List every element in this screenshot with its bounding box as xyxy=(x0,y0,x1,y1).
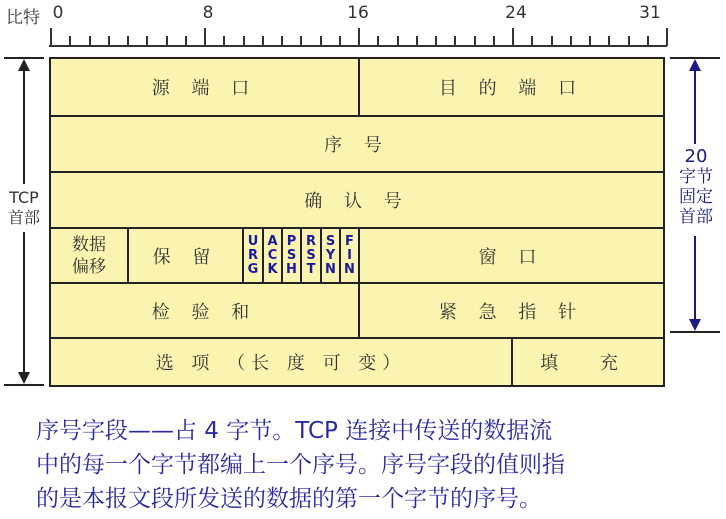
ruler-tick xyxy=(551,36,553,46)
ruler-tick xyxy=(204,28,206,46)
destination-port-field: 目 的 端 口 xyxy=(358,59,663,115)
row-checksum xyxy=(51,282,663,337)
ruler-tick xyxy=(531,36,533,46)
urg-flag: U R G xyxy=(242,229,262,282)
row-ports xyxy=(51,59,663,115)
caption-line-3: 的是本报文段所发送的数据的第一个字节的序号。 xyxy=(36,486,542,512)
data-offset-field: 数据 偏移 xyxy=(72,234,106,277)
ruler-tick xyxy=(89,36,91,46)
right-bracket-bottom xyxy=(670,331,720,333)
syn-flag: S Y N xyxy=(320,229,339,282)
checksum-field: 检 验 和 xyxy=(151,301,258,323)
source-port-field: 源 端 口 xyxy=(151,78,258,99)
ruler-tick xyxy=(628,36,630,46)
row-options xyxy=(51,337,663,385)
ruler-tick xyxy=(589,36,591,46)
ruler-tick xyxy=(358,28,360,46)
right-arrow-line-bottom xyxy=(694,236,696,320)
row-ack xyxy=(51,171,663,227)
row-flags xyxy=(51,227,663,282)
bit-label-16: 16 xyxy=(347,3,369,23)
tcp-header-label: TCP 首部 xyxy=(7,188,40,227)
ruler-tick xyxy=(127,36,129,46)
tcp-header-table xyxy=(49,57,665,387)
ruler-tick xyxy=(339,36,341,46)
ruler-tick xyxy=(166,36,168,46)
rst-flag: R S T xyxy=(300,229,320,282)
urgent-pointer-field: 紧 急 指 针 xyxy=(358,284,663,337)
ruler-tick xyxy=(146,36,148,46)
ruler-tick xyxy=(320,36,322,46)
ruler-tick xyxy=(185,36,187,46)
bit-label-31: 31 xyxy=(639,3,661,23)
options-field: 选 项 （长 度 可 变） xyxy=(155,353,407,374)
left-bracket-bottom xyxy=(4,384,44,386)
fin-flag: F I N xyxy=(339,229,358,282)
ruler-tick xyxy=(108,36,110,46)
sequence-number-caption xyxy=(36,414,716,516)
psh-flag: P S H xyxy=(281,229,300,282)
ruler-tick xyxy=(262,36,264,46)
row-sequence xyxy=(51,115,663,171)
reserved-field: 保 留 xyxy=(127,229,242,282)
right-arrow-down-icon xyxy=(689,319,701,331)
ack-number-field: 确 认 号 xyxy=(304,191,410,212)
bit-label-8: 8 xyxy=(202,3,214,23)
ruler-tick xyxy=(69,36,71,46)
ruler-tick xyxy=(474,36,476,46)
ruler-tick xyxy=(666,28,668,46)
ruler-tick xyxy=(397,36,399,46)
right-arrow-line-top xyxy=(694,70,696,144)
left-arrow-line-bottom xyxy=(23,232,25,372)
caption-line-2: 中的每一个字节都编上一个序号。序号字段的值则指 xyxy=(36,452,565,478)
sequence-number-field: 序 号 xyxy=(324,135,390,156)
ruler-tick xyxy=(570,36,572,46)
bit-label-0: 0 xyxy=(52,3,64,23)
ruler-tick xyxy=(50,28,52,46)
ruler-tick xyxy=(493,36,495,46)
ack-flag: A C K xyxy=(262,229,281,282)
ruler-tick xyxy=(435,36,437,46)
ruler-tick xyxy=(300,36,302,46)
ruler-tick xyxy=(243,36,245,46)
bit-ruler-title: 比特 xyxy=(6,8,40,28)
window-field: 窗 口 xyxy=(358,229,663,282)
left-arrow-down-icon xyxy=(18,372,30,384)
ruler-tick xyxy=(223,36,225,46)
bit-label-24: 24 xyxy=(505,3,527,23)
left-arrow-line-top xyxy=(23,70,25,184)
ruler-tick xyxy=(377,36,379,46)
ruler-tick xyxy=(281,36,283,46)
ruler-tick xyxy=(454,36,456,46)
ruler-tick xyxy=(647,36,649,46)
ruler-tick xyxy=(608,36,610,46)
ruler-tick xyxy=(512,28,514,46)
caption-line-1: 序号字段——占 4 字节。TCP 连接中传送的数据流 xyxy=(36,418,553,444)
fixed-header-label: 20 字节 固定 首部 xyxy=(679,146,713,227)
padding-field: 填 充 xyxy=(511,339,663,385)
ruler-tick xyxy=(416,36,418,46)
